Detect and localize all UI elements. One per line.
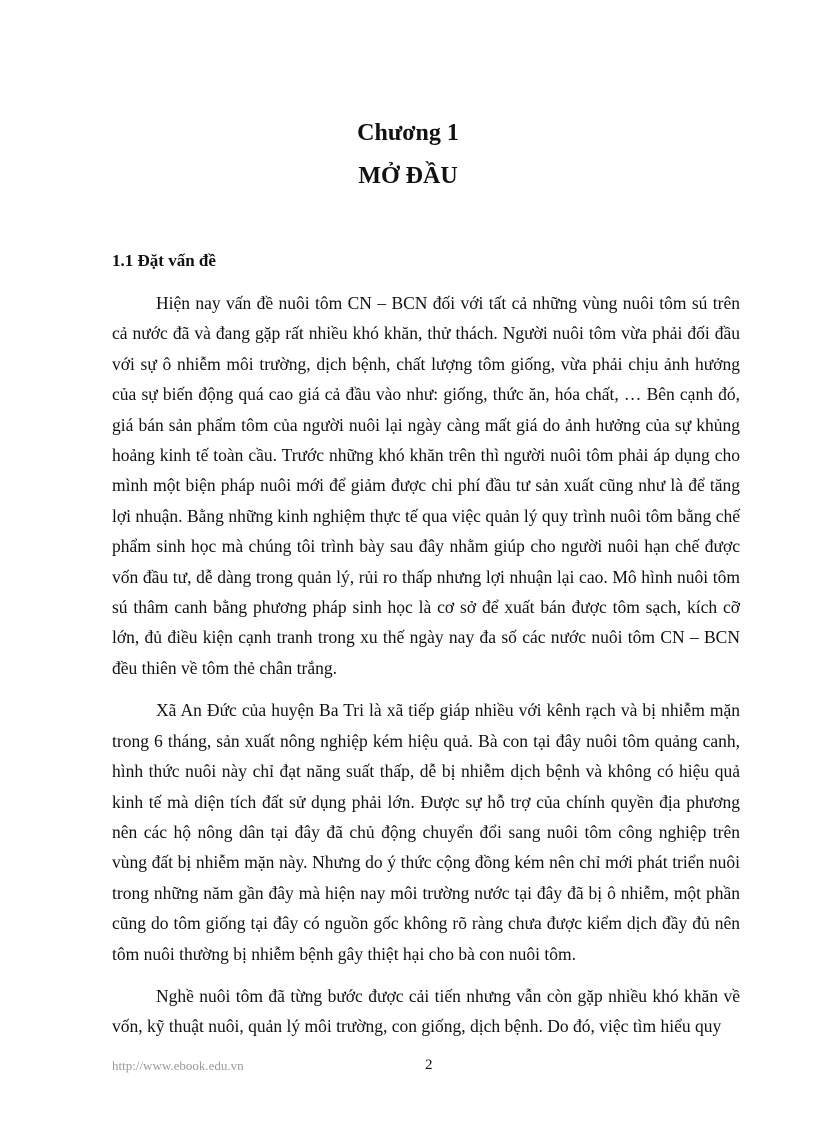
section-body bbox=[112, 288, 740, 1054]
page-number: 2 bbox=[425, 1057, 433, 1073]
paragraph: Xã An Đức của huyện Ba Tri là xã tiếp giáp nhiều với kênh rạch và bị nhiễm mặn trong 6 tháng, sản xuất nông nghiệp kém hiệu quả. Bà con tại đây nuôi tôm quảng canh, hình thức nuôi này chỉ đạt năng suất thấp, dễ bị nhiễm dịch bệnh và không có hiệu quả kinh tế mà diện tích đất sử dụng phải lớn. Được sự hỗ trợ của chính quyền địa phương nên các hộ nông dân tại đây đã chủ động chuyển đổi sang nuôi tôm công nghiệp trên vùng đất bị nhiễm mặn này. Nhưng do ý thức cộng đồng kém nên chỉ mới phát triển nuôi trong những năm gần đây mà hiện nay môi trường nước tại đây đã bị ô nhiễm, một phần cũng do tôm giống tại đây có nguồn gốc không rõ ràng chưa được kiểm dịch đầy đủ nên tôm nuôi thường bị nhiễm bệnh gây thiệt hại cho bà con nuôi tôm. bbox=[112, 700, 740, 964]
footer-url: http://www.ebook.edu.vn bbox=[112, 1058, 244, 1073]
paragraph: Hiện nay vấn đề nuôi tôm CN – BCN đối với tất cả những vùng nuôi tôm sú trên cả nước đã và đang gặp rất nhiều khó khăn, thử thách. Người nuôi tôm vừa phải đối đầu với sự ô nhiễm môi trường, dịch bệnh, chất lượng tôm giống, vừa phải chịu ảnh hưởng của sự biến động quá cao giá cả đầu vào như: giống, thức ăn, hóa chất, … Bên cạnh đó, giá bán sản phẩm tôm của người nuôi lại ngày càng mất giá do ảnh hưởng của sự khủng hoảng kinh tế toàn cầu. Trước những khó khăn trên thì người nuôi tôm phải áp dụng cho mình một biện pháp nuôi mới để giảm được chi phí đầu tư sản xuất cũng như là để tăng lợi nhuận. Bằng những kinh nghiệm thực tế qua việc quản lý quy trình nuôi tôm bằng chế phẩm sinh học mà chúng tôi trình bày sau đây nhằm giúp cho người nuôi hạn chế được vốn đầu tư, dễ dàng trong quản lý, rủi ro thấp nhưng lợi nhuận lại cao. Mô hình nuôi tôm sú thâm canh bằng phương pháp sinh học là cơ sở để xuất bán được tôm sạch, kích cỡ lớn, đủ điều kiện cạnh tranh trong xu thế ngày nay đa số các nước nuôi tôm CN – BCN đều thiên về tôm thẻ chân trắng. bbox=[112, 293, 740, 678]
chapter-number: Chương 1 bbox=[357, 120, 459, 146]
paragraph: Nghề nuôi tôm đã từng bước được cải tiến nhưng vẫn còn gặp nhiều khó khăn về vốn, kỹ thuật nuôi, quản lý môi trường, con giống, dịch bệnh. Do đó, việc tìm hiểu quy bbox=[112, 985, 740, 1037]
chapter-title: MỞ ĐẦU bbox=[358, 163, 458, 189]
section-heading: 1.1 Đặt vấn đề bbox=[112, 251, 216, 270]
